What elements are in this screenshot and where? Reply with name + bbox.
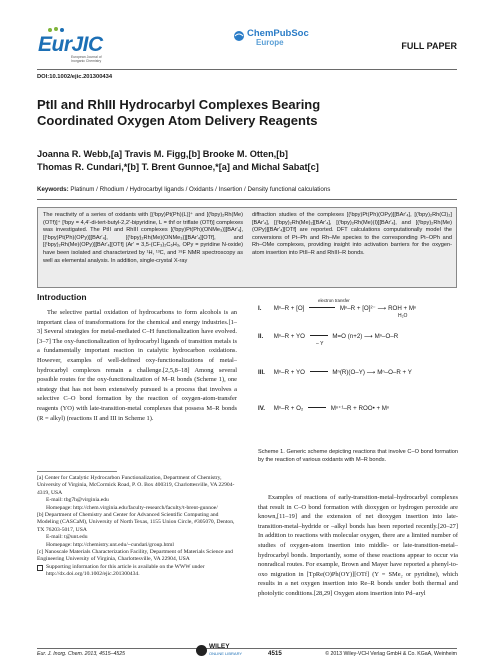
wiley-logo	[196, 643, 250, 659]
header-rule	[37, 69, 457, 70]
abstract-left: The reactivity of a series of oxidants with [(ᵗbpy)Pt(Ph)(L)]⁺ and [(ᵗbpy)₂Rh(Me)(OTf)]⁺ [ᵗbpy = 4,4′-di-tert-butyl-2,2′-bipyridine, L = thf or triflate (OTf)] complexes was investigated. The PtII and RhIII complexes [(ᵗbpy)Pt(Ph)(ONMe₃)][BAr′₄], [(ᵗbpy)Pt(Ph)(OPy)][BAr′₄], [(ᵗbpy)₂Rh(Me)(ONMe₃)][BAr′₄][OTf], and [(ᵗbpy)₂Rh(Me)(OPy)][BAr′₄][OTf] (Ar′ = 3,5-(CF₃)₂C₆H₃, OPy = pyridine N-oxide) have been isolated and characterized by ¹H, ¹³C, and ¹⁹F NMR spectroscopy as well as elemental analysis. In addition, single-crystal X-ray	[43, 212, 243, 264]
title-line-2: Coordinated Oxygen Atom Delivery Reagents	[37, 113, 318, 128]
scheme-roman-1: I.	[258, 305, 262, 312]
authors	[37, 148, 319, 174]
scheme-lhs-3: Mⁿ–R + YO	[273, 369, 305, 376]
affiliation-c: [c] Nanoscale Materials Characterization Facility, Department of Materials Science and Engineering University of Virginia, Charlottesville, VA 22904, USA	[37, 549, 233, 563]
scheme-caption: Scheme 1. Generic scheme depicting reactions that involve C–O bond formation by the reaction of various oxidants with M–R bonds.	[258, 449, 458, 463]
affiliation-b-homepage[interactable]: Homepage: http://chemistry.unt.edu/~cundari/group.html	[46, 541, 174, 548]
scheme-mid-1: electron transfer	[318, 298, 350, 303]
affiliations	[37, 475, 239, 579]
keywords-text: Platinum / Rhodium / Hydrocarbyl ligands / Oxidants / Insertion / Density functional calculations	[70, 186, 331, 193]
affiliation-b-email: E-mail: t@unt.edu	[46, 534, 88, 541]
scheme-sub-1: H₂O	[398, 313, 408, 319]
scheme-row-1	[258, 298, 417, 319]
scheme-row-2	[258, 333, 399, 347]
eurjic-logo-text: EurJIC	[38, 33, 103, 56]
wiley-logo-text: WILEY	[209, 643, 230, 650]
doi: DOI:10.1002/ejic.201300434	[37, 74, 113, 80]
abstract-right: diffraction studies of the complexes [(ᵗbpy)Pt(Ph)(OPy)][BAr′₄], [(ᵗbpy)₂Rh(Cl)₂][BAr′₄], [(ᵗbpy)₂Rh(Me)₂][BAr′₄], [(ᵗbpy)₂Rh(Me)(I)][BAr′₄], and [(ᵗbpy)₂Rh(Me)(OPy)][BAr′₄][OTf] are reported. DFT calculations computationally model the conversions of Pt–Ph and Rh–Me species to the corresponding Pt–OPh and Rh–OMe complexes, providing insight into activation barriers for the oxygen-atom insertion into PtII–R and RhIII–R bonds.	[252, 212, 452, 256]
keywords-label: Keywords:	[37, 186, 69, 193]
page-number: 4515	[268, 650, 282, 657]
scheme-rhs-2: M=O (n+2) ⟶ Mⁿ–O–R	[332, 333, 399, 340]
keywords	[37, 186, 457, 194]
scheme-sub-2: – Y	[316, 341, 324, 347]
title-line-1: PtII and RhIII Hydrocarbyl Complexes Bearing	[37, 97, 321, 112]
footer-citation: Eur. J. Inorg. Chem. 2013, 4515–4525	[37, 651, 126, 657]
scheme-rhs-4: Mⁿ⁺¹–R + ROO• + Mⁿ	[330, 405, 390, 412]
article-title	[37, 97, 320, 129]
scheme-roman-4: IV.	[258, 405, 265, 412]
scheme-rhs-1: Mⁿ–R + [O]²⁻ ⟶ ROH + Mⁿ	[339, 305, 417, 312]
footer-copyright: © 2013 Wiley-VCH Verlag GmbH & Co. KGaA, Weinheim	[325, 651, 457, 657]
intro-heading: Introduction	[37, 292, 87, 302]
eurjic-logo-subtitle: European Journal of Inorganic Chemistry	[71, 55, 102, 63]
chempubsoc-logo-sub: Europe	[256, 38, 284, 47]
authors-line-1: Joanna R. Webb,[a] Travis M. Figg,[b] Brooke M. Otten,[b]	[37, 149, 288, 159]
supporting-info	[37, 564, 239, 579]
eurjic-logo	[38, 29, 108, 63]
scheme-roman-2: II.	[258, 333, 264, 340]
scheme-lhs-2: Mⁿ–R + YO	[273, 333, 305, 340]
authors-line-2: Thomas R. Cundari,*[b] T. Brent Gunnoe,*[a] and Michal Sabat[c]	[37, 162, 319, 172]
scheme-lhs-4: Mⁿ–R + O₂	[273, 405, 304, 412]
supporting-info-text: Supporting information for this article is available on the WWW under http://dx.doi.org/10.1002/ejic.201300434.	[46, 563, 205, 578]
scheme-arrow-icon	[310, 335, 328, 336]
affiliations-rule	[37, 471, 117, 472]
chempubsoc-globe-icon	[233, 30, 245, 42]
intro-paragraph-1: The selective partial oxidation of hydrocarbons to form alcohols is an important class of transformations for the chemical and energy industries.[1–3] Several strategies for metal-mediated C–H functionalization have evolved.[3–7] The oxy-functionalization of hydrocarbyl ligands of transition metals is a fundamentally important reaction in catalytic hydrocarbon oxidations. However, examples of well-defined oxy-functionalizations of metal–hydrocarbyl complexes remain a challenge.[2,5,8–18] Among several possible routes for the oxy-functionalization of M–R bonds (Scheme 1), one strategy that has not been extensively pursued is a process that involves a selective C–O bond formation by the reaction of oxygen-atom-transfer reagents (YO) with late-transition-metal complexes that possess M–R bonds (R = alkyl) (reactions II and III in Scheme 1).	[37, 309, 237, 422]
scheme-row-3	[258, 369, 412, 376]
scheme-lhs-1: Mⁿ–R + [O]	[273, 305, 305, 312]
scheme-1	[258, 297, 458, 443]
right-paragraph-1: Examples of reactions of early-transition-metal–hydrocarbyl complexes that result in C–O bond formation with dioxygen or hydrogen peroxide are known,[11–19] and the extension of net dioxygen insertion into late-transition-metal–hydride or –alkyl bonds has been reported recently.[20–27] In addition to reactions with molecular oxygen, there are a limited number of studies of oxygen-atom insertion into middle- or late-transition-metal–hydrocarbyl bonds. Importantly, some of these reactions appear to occur via nonradical routes. For example, Brown and Mayer have reported a phenyl-to-oxo migration in [TpRe(O)Ph(OY)][OTf] (Y = SMe₂ or pyridine), which results in a net oxygen insertion into Re–R bonds under both thermal and photolytic conditions.[28,29] Oxygen atom insertion into Pd–aryl	[258, 494, 458, 597]
scheme-row-4	[258, 405, 389, 412]
affiliation-a-homepage[interactable]: Homepage: http://chem.virginia.edu/faculty-research/faculty/t-brent-gunnoe/	[46, 504, 218, 511]
scheme-arrow-icon	[308, 407, 326, 408]
scheme-arrow-icon	[309, 307, 335, 308]
scheme-rhs-3: Mⁿ(R)(O–Y) ⟶ Mⁿ–O–R + Y	[332, 369, 412, 376]
chempubsoc-logo	[233, 28, 323, 50]
chempubsoc-logo-text: ChemPubSoc	[247, 28, 309, 39]
section-label: FULL PAPER	[401, 41, 457, 51]
affiliation-a-email: E-mail: tbg7h@virginia.edu	[46, 497, 109, 504]
affiliation-b: [b] Department of Chemistry and Center for Advanced Scientific Computing and Modeling (CASCaM), University of North Texas, 1155 Union Circle, #305070, Denton, TX 76203-5017, USA	[37, 512, 235, 533]
keywords-rule	[37, 199, 457, 200]
scheme-arrow-icon	[310, 371, 328, 372]
abstract-box	[37, 207, 457, 288]
supporting-info-icon	[37, 565, 43, 571]
wiley-logo-icon	[196, 645, 207, 656]
scheme-roman-3: III.	[258, 369, 265, 376]
wiley-logo-sub: ONLINE LIBRARY	[209, 651, 243, 656]
affiliation-a: [a] Center for Catalytic Hydrocarbon Functionalization, Department of Chemistry, University of Virginia, McCormick Road, P. O. Box 400319, Charlottesville, VA 22904-4319, USA	[37, 475, 235, 496]
